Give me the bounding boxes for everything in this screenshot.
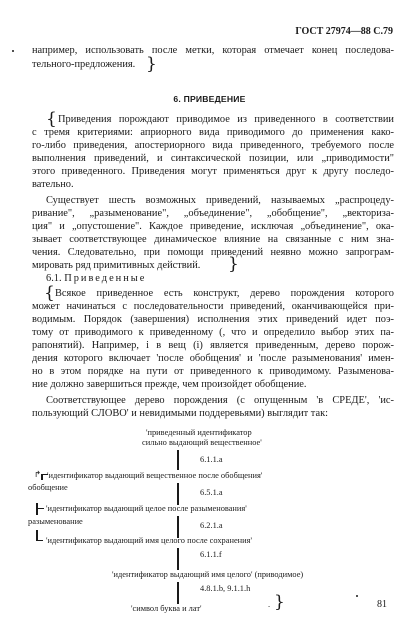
- para2-line-2: ривание", „разыменование", „объединение", „обобщение", „векториза-: [32, 208, 394, 219]
- start-brace: {: [44, 283, 55, 303]
- para3-line-8: ние должно завершиться прежде, чем произойдет обобщение.: [32, 379, 307, 390]
- tree-edge: [177, 450, 179, 470]
- para2-line-6: мировать ряд примитивных действий.: [32, 260, 201, 271]
- tree-node-3: 'идентификатор выдающий целое после разыменования': [46, 504, 247, 513]
- tree-node-5: 'идентификатор выдающий имя целого' (приводимое): [112, 570, 304, 579]
- para3-line-7: но в этом порядке на пути от приведенного к приводимому. Разыменова-: [32, 366, 394, 377]
- tree-node-6: 'символ буква и лат': [131, 604, 202, 613]
- start-brace: {: [46, 109, 57, 129]
- para2-line-4: зывает соответствующее динамическое влияние на связанные с ним зна-: [32, 234, 394, 245]
- tree-edge: [177, 516, 179, 538]
- para2-line-1: Существует шесть возможных приведений, называемых „распроцеду-: [46, 195, 394, 206]
- para1-line-1: Приведения порождают приводимое из приведенного в соответствии: [58, 114, 394, 125]
- tree-ref-3: 6.2.1.a: [200, 521, 223, 530]
- para3-line-2: может начинаться с последовательности приведений, оканчивающейся при-: [32, 301, 394, 312]
- para3-line-6: дения которого включает 'после обобщения' и 'после разыменования' имен-: [32, 353, 394, 364]
- para3-line-1: Всякое приведенное есть конструкт, дерево порождения которого: [55, 288, 394, 299]
- tree-edge: [177, 483, 179, 505]
- tree-edge: [177, 582, 179, 604]
- intro-line-2: тельного-предложения.: [32, 59, 136, 70]
- tree-label-dereferencing: разыменование: [28, 517, 83, 526]
- scan-speck: [12, 50, 14, 52]
- tree-ref-5: 4.8.1.b, 9.1.1.h: [200, 584, 251, 593]
- para2-line-5: чения. Следовательно, при помощи приведений неявно можно запрограм-: [32, 247, 394, 258]
- para4-line-2: пользующий СЛОВО' и невидимыми поддеревьями) выглядит так:: [32, 408, 329, 419]
- tree-node-1-line-2: сильно выдающий вещественное': [142, 438, 262, 447]
- tree-label-generalization: обобщение: [28, 483, 68, 492]
- para1-line-6: вательно.: [32, 179, 74, 190]
- tree-ref-2: 6.5.1.a: [200, 488, 223, 497]
- tree-node-1-line-1: 'приведенный идентификатор: [146, 428, 252, 437]
- end-brace: }: [274, 592, 285, 612]
- page-number: 81: [377, 599, 387, 610]
- para1-line-5: этого приведенного. Приведения могут применяться друг к другу последо-: [32, 166, 394, 177]
- dot-mark: .: [268, 600, 271, 609]
- page-header: ГОСТ 27974—88 С.79: [295, 26, 393, 37]
- tree-node-4: 'идентификатор выдающий имя целого после сохранения': [46, 536, 252, 545]
- para4-line-1: Соответствующее дерево порождения (с опущенным 'в СРЕДЕ', 'ис-: [46, 395, 394, 406]
- tree-edge: [177, 548, 179, 570]
- para1-line-3: го-либо приведения, апостериорного вида приведенного, требуемого после: [32, 140, 394, 151]
- para2-line-3: ция" и „опустошение". Каждое приведение, исключая „объединение", ока-: [32, 221, 394, 232]
- arrow-icon: ↱: [34, 470, 42, 479]
- subsection-heading: [46, 272, 146, 285]
- scan-speck: [356, 595, 358, 597]
- end-brace: }: [228, 254, 239, 274]
- section-title: 6. ПРИВЕДЕНИЕ: [173, 94, 246, 104]
- para3-line-3: водимым. Порядок (завершения) исполнения этих приведений идет поэ-: [32, 314, 394, 325]
- para1-line-2: с тремя критериями: априорного вида приводимого до применения како-: [32, 127, 394, 138]
- para1-line-4: выполнения приведений, и синтаксической позиции, или „приводимости": [32, 153, 394, 164]
- para3-line-5: рапонятий). Например, i в вещ (i) является приведенным, дерево порож-: [32, 340, 394, 351]
- para3-line-4: тому от приводимого к приведенному (, что и определило выбор этих па-: [32, 327, 394, 338]
- end-brace: }: [146, 54, 157, 74]
- tree-ref-1: 6.1.1.a: [200, 455, 223, 464]
- tree-ref-4: 6.1.1.f: [200, 550, 222, 559]
- intro-line-1: например, использовать после метки, которая отмечает конец последова-: [32, 45, 394, 56]
- branch-connector: [36, 508, 44, 509]
- subsection-title: Приведенные: [64, 273, 147, 284]
- subsection-number: 6.1.: [46, 273, 62, 284]
- tree-node-2: 'идентификатор выдающий вещественное после обобщения': [47, 471, 263, 480]
- branch-connector: [36, 540, 43, 541]
